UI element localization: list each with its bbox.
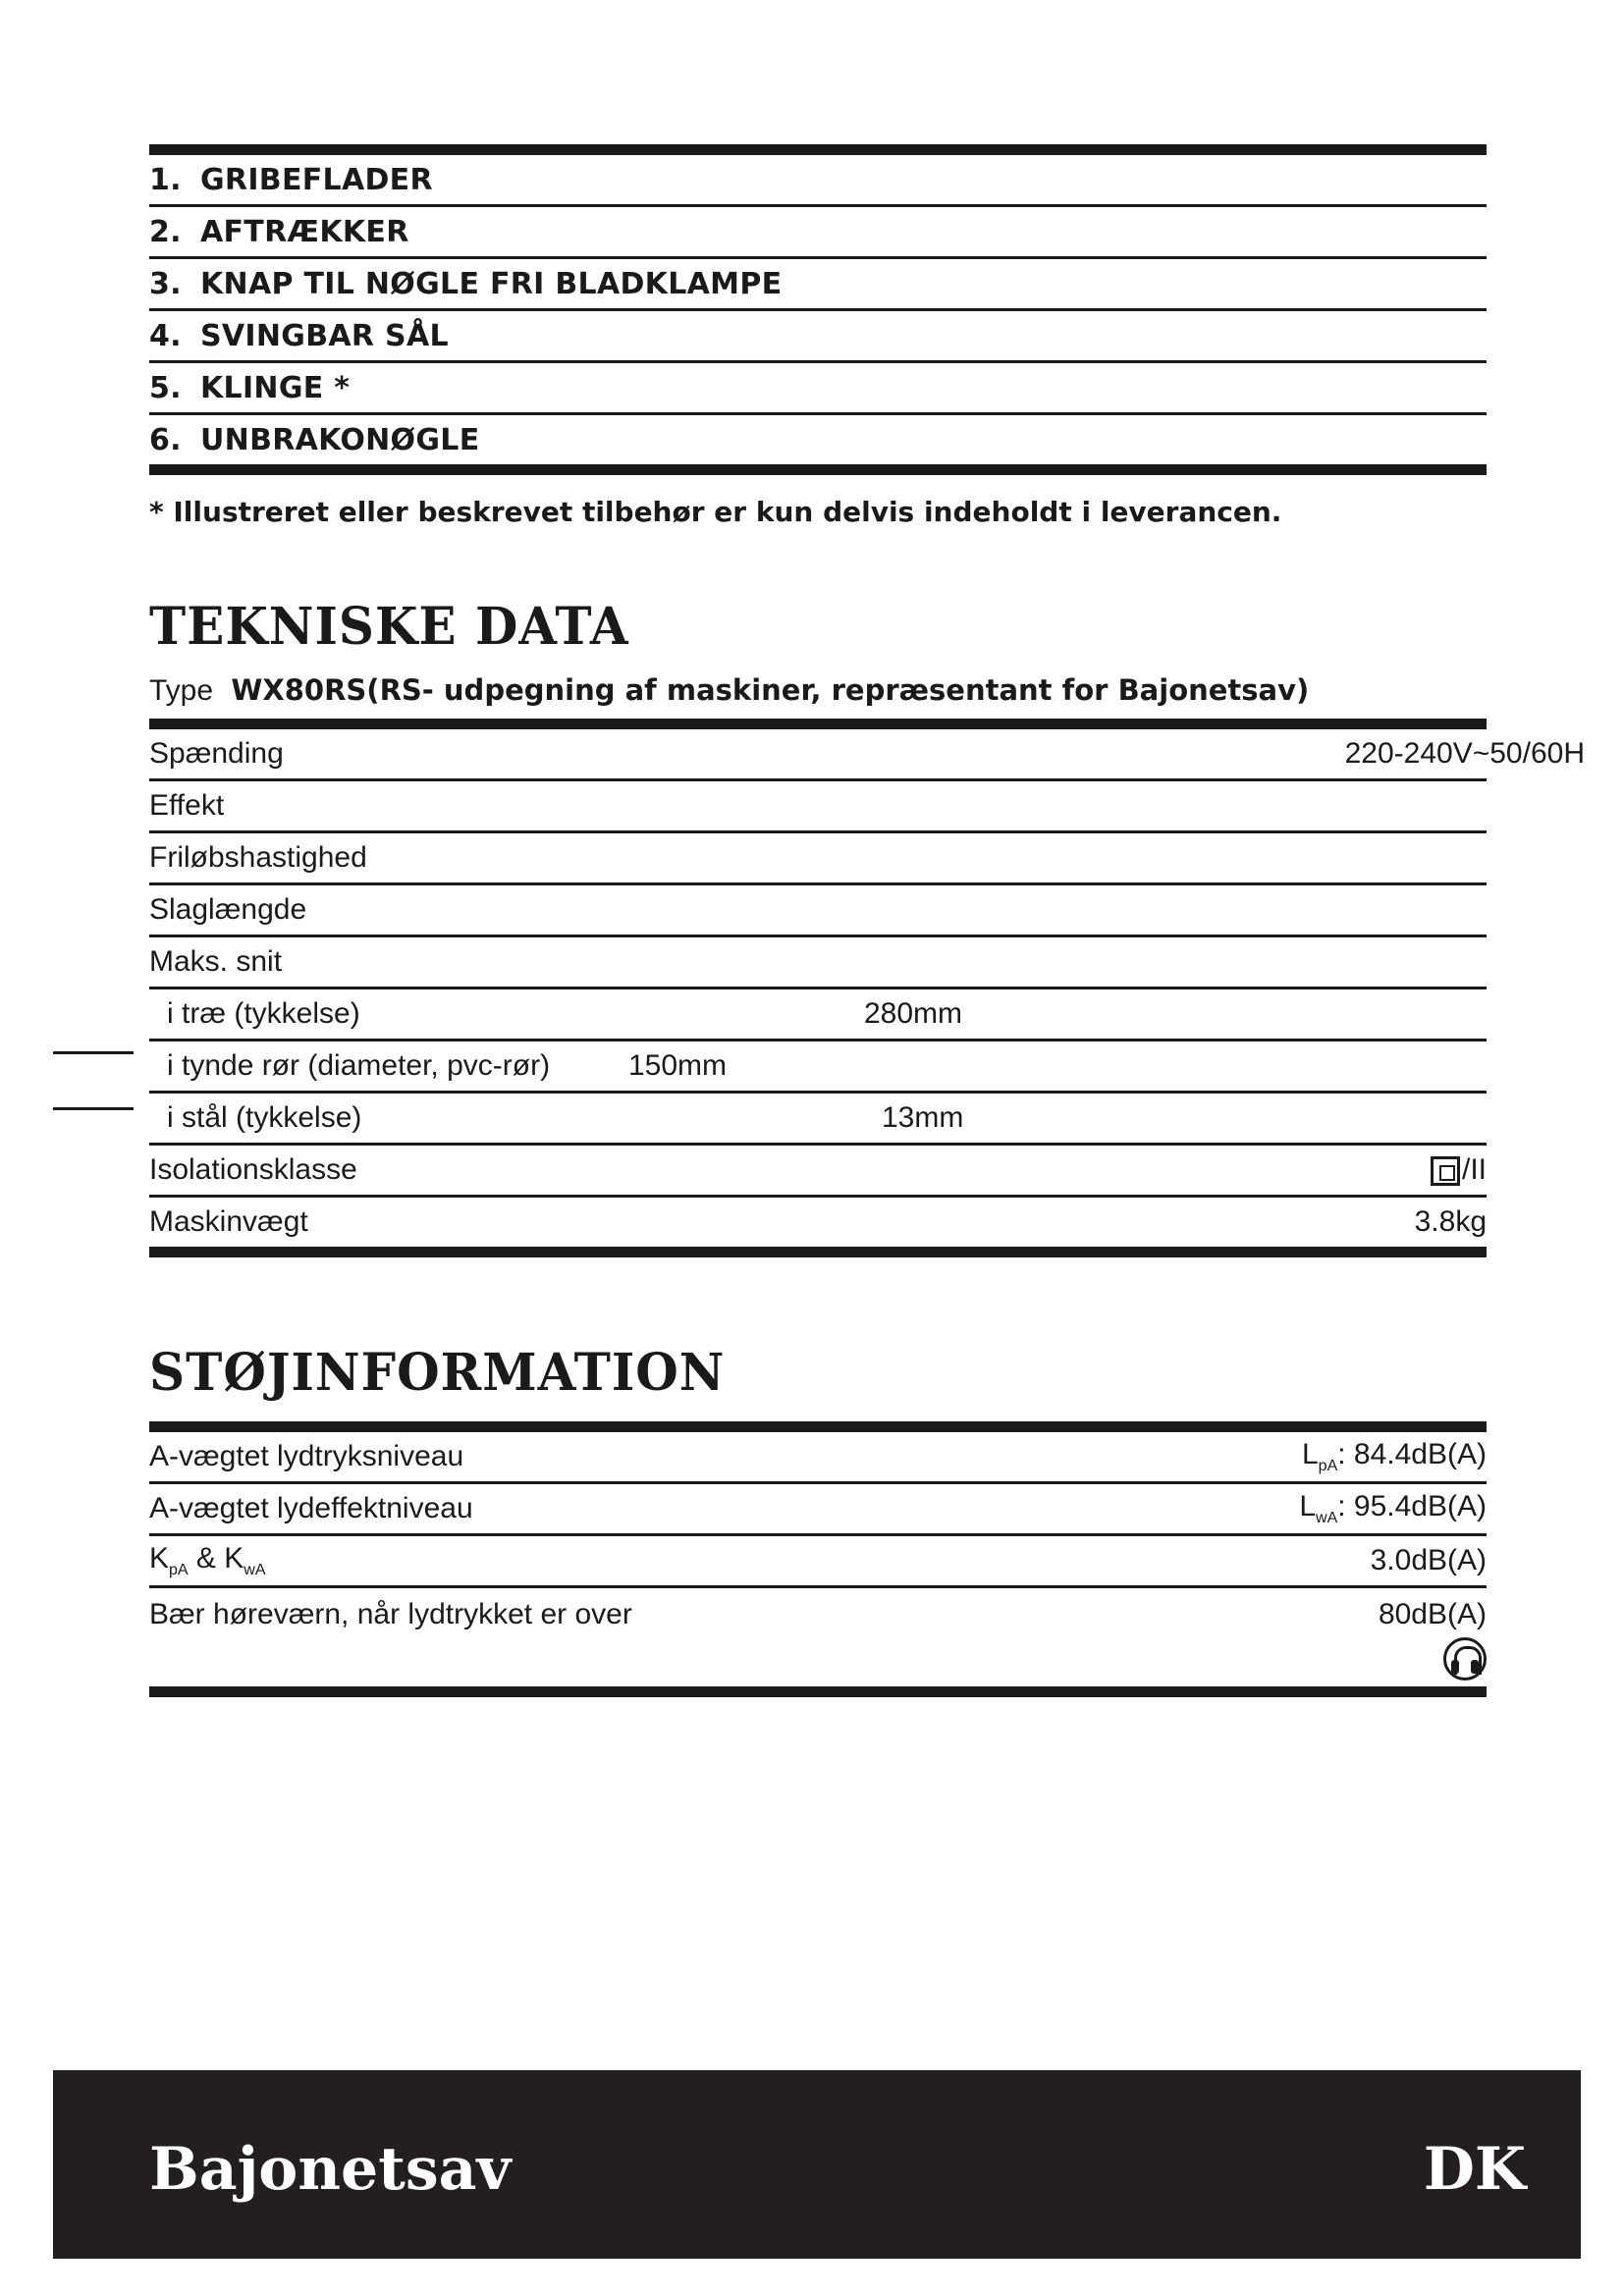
footer-language-code: DK	[1423, 2135, 1526, 2204]
row-label: A-vægtet lydeffektniveau	[149, 1492, 473, 1524]
row-value-group	[1431, 1153, 1487, 1187]
noise-table	[149, 1421, 1487, 1697]
row-value-group	[1302, 1438, 1487, 1475]
noise-bottom-rule	[149, 1686, 1487, 1697]
part-number: 2.	[149, 214, 182, 249]
symbol: L	[1299, 1490, 1317, 1522]
technical-data-table	[149, 719, 1585, 1257]
symbol-sub: pA	[1318, 1458, 1338, 1474]
row-value: 150mm	[628, 1049, 728, 1082]
noise-info-title: STØJINFORMATION	[149, 1341, 726, 1403]
part-number: 5.	[149, 370, 182, 405]
row-label: Effekt	[149, 789, 225, 822]
row-hearing-protection	[149, 1588, 1487, 1686]
margin-mark	[53, 1107, 134, 1110]
table-bottom-rule	[149, 1247, 1487, 1257]
ear-protection-icon	[1443, 1637, 1487, 1681]
part-label: SVINGBAR SÅL	[200, 318, 449, 353]
part-item-2	[149, 207, 1487, 259]
type-value: WX80RS(RS- udpegning af maskiner, repræsentant for Bajonetsav)	[231, 673, 1310, 707]
row-value-group	[1299, 1490, 1487, 1527]
part-item-1	[149, 155, 1487, 207]
row-label: Maskinvægt	[149, 1205, 308, 1238]
technical-data-title: TEKNISKE DATA	[149, 595, 629, 657]
symbol: L	[1301, 1438, 1319, 1470]
row-weight	[149, 1198, 1487, 1247]
row-steel	[149, 1094, 1487, 1146]
part-item-6	[149, 415, 1487, 464]
part-number: 6.	[149, 422, 182, 457]
margin-mark	[53, 1051, 134, 1054]
row-label: Spænding	[149, 737, 284, 770]
row-label: i tynde rør (diameter, pvc-rør)	[167, 1049, 551, 1082]
row-value: 13mm	[882, 1101, 964, 1134]
ampersand: &	[188, 1542, 225, 1575]
type-label: Type	[149, 674, 214, 707]
parts-top-rule	[149, 144, 1487, 155]
k-sub: pA	[169, 1562, 189, 1578]
part-item-3	[149, 259, 1487, 311]
row-value: : 84.4dB(A)	[1337, 1438, 1487, 1470]
row-label: Maks. snit	[149, 945, 283, 978]
footer-bar	[53, 2070, 1581, 2259]
parts-list	[149, 144, 1487, 475]
row-voltage	[149, 729, 1585, 781]
k-symbol: K	[149, 1542, 170, 1575]
row-pipe	[149, 1041, 1487, 1094]
part-number: 1.	[149, 162, 182, 197]
k-sub: wA	[244, 1562, 266, 1578]
part-label: UNBRAKONØGLE	[200, 422, 480, 457]
noise-top-rule	[149, 1421, 1487, 1432]
row-label: i stål (tykkelse)	[167, 1101, 362, 1134]
part-number: 3.	[149, 266, 182, 301]
footer-product-name: Bajonetsav	[149, 2135, 512, 2204]
part-label: AFTRÆKKER	[200, 214, 409, 249]
row-label: i træ (tykkelse)	[167, 997, 360, 1030]
part-label: KNAP TIL NØGLE FRI BLADKLAMPE	[200, 266, 783, 301]
row-value: 3.0dB(A)	[1370, 1544, 1487, 1576]
part-number: 4.	[149, 318, 182, 353]
row-label: Isolationsklasse	[149, 1153, 357, 1186]
row-value: : 95.4dB(A)	[1337, 1490, 1487, 1522]
row-max-cut	[149, 937, 1487, 989]
accessory-footnote: * Illustreret eller beskrevet tilbehør er kun delvis indeholdt i leverancen.	[149, 496, 1282, 528]
table-top-rule	[149, 719, 1487, 729]
row-insulation	[149, 1146, 1487, 1198]
type-line	[149, 673, 1309, 708]
row-value: 80dB(A)	[1378, 1598, 1487, 1630]
part-label: KLINGE *	[200, 370, 351, 405]
parts-bottom-rule	[149, 464, 1487, 475]
part-label: GRIBEFLADER	[200, 162, 433, 197]
part-item-5	[149, 363, 1487, 415]
row-stroke	[149, 885, 1487, 937]
row-wood	[149, 989, 1487, 1041]
row-value: /II	[1461, 1153, 1487, 1186]
row-label: A-vægtet lydtryksniveau	[149, 1440, 464, 1472]
row-sound-pressure	[149, 1432, 1487, 1484]
row-uncertainty	[149, 1536, 1487, 1588]
row-sound-power	[149, 1484, 1487, 1536]
row-value: 3.8kg	[1414, 1205, 1487, 1238]
row-label: Bær høreværn, når lydtrykket er over	[149, 1598, 632, 1630]
symbol-sub: wA	[1316, 1510, 1338, 1526]
row-label: Slaglængde	[149, 893, 307, 926]
row-label: Friløbshastighed	[149, 841, 367, 874]
row-value: 220-240V~50/60H	[1344, 737, 1585, 770]
part-item-4	[149, 311, 1487, 363]
row-label-group	[149, 1542, 266, 1579]
row-power	[149, 781, 1487, 833]
double-insulation-icon	[1431, 1156, 1460, 1186]
row-value: 280mm	[864, 997, 963, 1030]
row-no-load-speed	[149, 833, 1487, 885]
k-symbol: K	[224, 1542, 244, 1575]
